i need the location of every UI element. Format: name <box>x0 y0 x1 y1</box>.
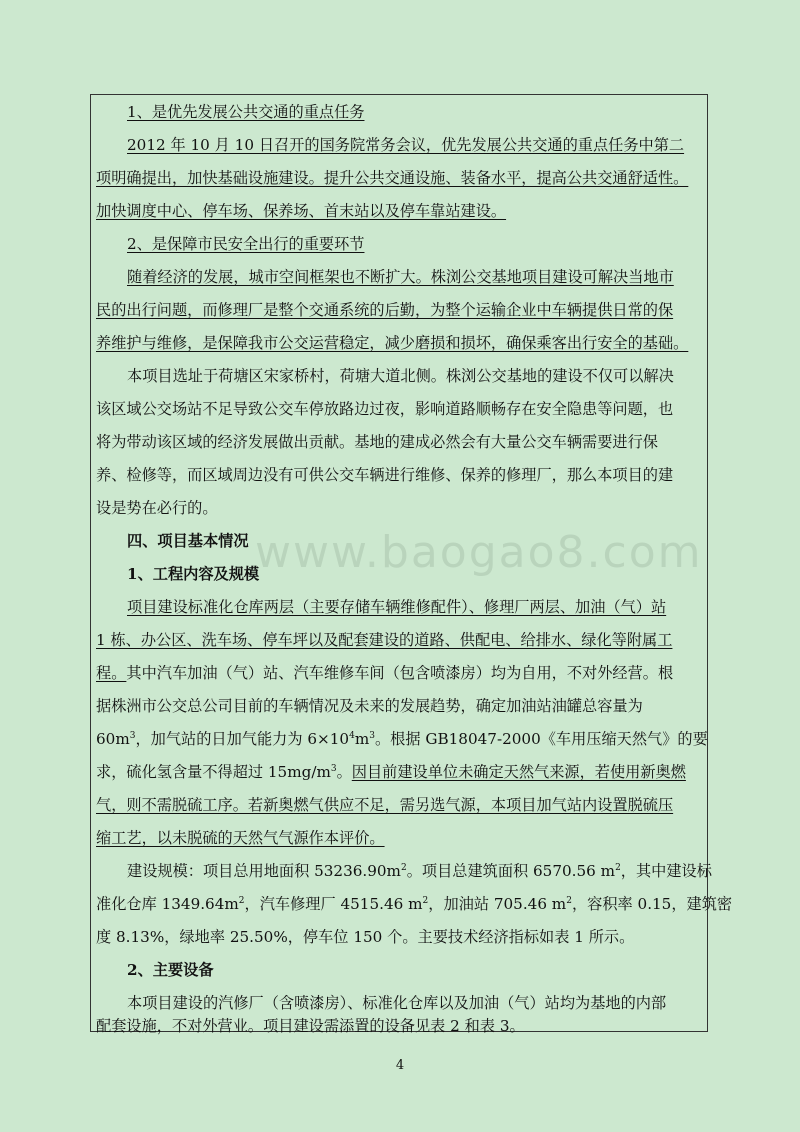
page-number: 4 <box>395 1058 405 1073</box>
text-span: ，加油站 705.46 m <box>428 895 567 913</box>
paragraph-line: 据株洲市公交总公司目前的车辆情况及未来的发展趋势，确定加油站油罐总容量为 <box>96 697 643 715</box>
paragraph-line: 度 8.13%，绿地率 25.50%，停车位 150 个。主要技术经济指标如表 1 所示。 <box>96 928 635 946</box>
text-span: ，汽车修理厂 4515.46 m <box>244 895 423 913</box>
paragraph-line: 本项目选址于荷塘区宋家桥村，荷塘大道北侧。株浏公交基地的建设不仅可以解决 <box>127 367 674 385</box>
text-span: 准化仓库 1349.64m <box>96 895 239 913</box>
superscript: 3 <box>330 763 337 774</box>
paragraph-line: 项目建设标准化仓库两层（主要存储车辆维修配件）、修理厂两层、加油（气）站 <box>127 598 667 616</box>
superscript: 2 <box>400 862 407 873</box>
subsection-heading: 2、主要设备 <box>127 961 214 979</box>
underlined-text: 程。 <box>96 664 127 682</box>
heading-priority-task: 1、是优先发展公共交通的重点任务 <box>127 103 365 121</box>
paragraph-line: 2012 年 10 月 10 日召开的国务院常务会议，优先发展公共交通的重点任务中第二 <box>127 136 685 154</box>
paragraph-line: 1 栋、办公区、洗车场、停车坪以及配套建设的道路、供配电、给排水、绿化等附属工 <box>96 631 673 649</box>
watermark: www.baogao8.com <box>255 527 703 578</box>
paragraph-line <box>96 894 732 914</box>
superscript: 2 <box>238 895 245 906</box>
text-span: 求，硫化氢含量不得超过 15mg/m <box>96 763 331 781</box>
paragraph-line: 民的出行问题，而修理厂是整个交通系统的后勤，为整个运输企业中车辆提供日常的保 <box>96 301 674 319</box>
paragraph-line: 养维护与维修，是保障我市公交运营稳定，减少磨损和损坏，确保乘客出行安全的基础。 <box>96 334 689 352</box>
paragraph-line <box>127 861 712 881</box>
heading-safety-link: 2、是保障市民安全出行的重要环节 <box>127 235 365 253</box>
paragraph-line: 养、检修等，而区域周边没有可供公交车辆进行维修、保养的修理厂，那么本项目的建 <box>96 466 674 484</box>
paragraph-line <box>96 663 673 683</box>
superscript: 2 <box>615 862 621 873</box>
superscript: 2 <box>422 895 429 906</box>
text-span: 建设规模：项目总用地面积 53236.90m <box>127 862 401 880</box>
paragraph-line: 气，则不需脱硫工序。若新奥燃气供应不足，需另选气源，本项目加气站内设置脱硫压 <box>96 796 674 814</box>
section-heading: 四、项目基本情况 <box>127 532 249 550</box>
text-span: 。项目总建筑面积 6570.56 m <box>406 862 616 880</box>
paragraph-line: 加快调度中心、停车场、保养场、首末站以及停车靠站建设。 <box>96 202 507 220</box>
paragraph-line: 将为带动该区域的经济发展做出贡献。基地的建成必然会有大量公交车辆需要进行保 <box>96 433 658 451</box>
paragraph-line: 项明确提出，加快基础设施建设。提升公共交通设施、装备水平，提高公共交通舒适性。 <box>96 169 689 187</box>
text-span: ，其中建设标 <box>620 862 712 880</box>
paragraph-line: 设是势在必行的。 <box>96 499 218 517</box>
paragraph-line: 缩工艺，以未脱硫的天然气气源作本评价。 <box>96 829 385 847</box>
text-span: 。 <box>336 763 352 781</box>
paragraph-line: 该区域公交场站不足导致公交车停放路边过夜，影响道路顺畅存在安全隐患等问题，也 <box>96 400 674 418</box>
superscript: 2 <box>566 895 572 906</box>
text-span: ，加气站的日加气能力为 6×10 <box>135 730 350 748</box>
plain-text: 其中汽车加油（气）站、汽车维修车间（包含喷漆房）均为自用，不对外经营。根 <box>126 664 674 682</box>
text-span: m <box>354 730 370 748</box>
paragraph-line <box>96 762 686 782</box>
paragraph-line: 本项目建设的汽修厂（含喷漆房）、标准化仓库以及加油（气）站均为基地的内部 <box>127 994 667 1012</box>
paragraph-line: 随着经济的发展，城市空间框架也不断扩大。株浏公交基地项目建设可解决当地市 <box>127 268 674 286</box>
superscript: 3 <box>129 730 136 741</box>
subsection-heading: 1、工程内容及规模 <box>127 565 260 583</box>
text-span: 。根据 GB18047-2000《车用压缩天然气》的要 <box>374 730 708 748</box>
underlined-text: 因目前建设单位未确定天然气来源，若使用新奥燃 <box>351 763 686 781</box>
paragraph-line <box>96 729 708 749</box>
text-span: ，容积率 0.15，建筑密 <box>571 895 733 913</box>
superscript: 3 <box>369 730 375 741</box>
text-span: 60m <box>96 730 130 748</box>
superscript: 4 <box>349 730 355 741</box>
paragraph-line: 配套设施，不对外营业。项目建设需添置的设备见表 2 和表 3。 <box>96 1017 525 1035</box>
